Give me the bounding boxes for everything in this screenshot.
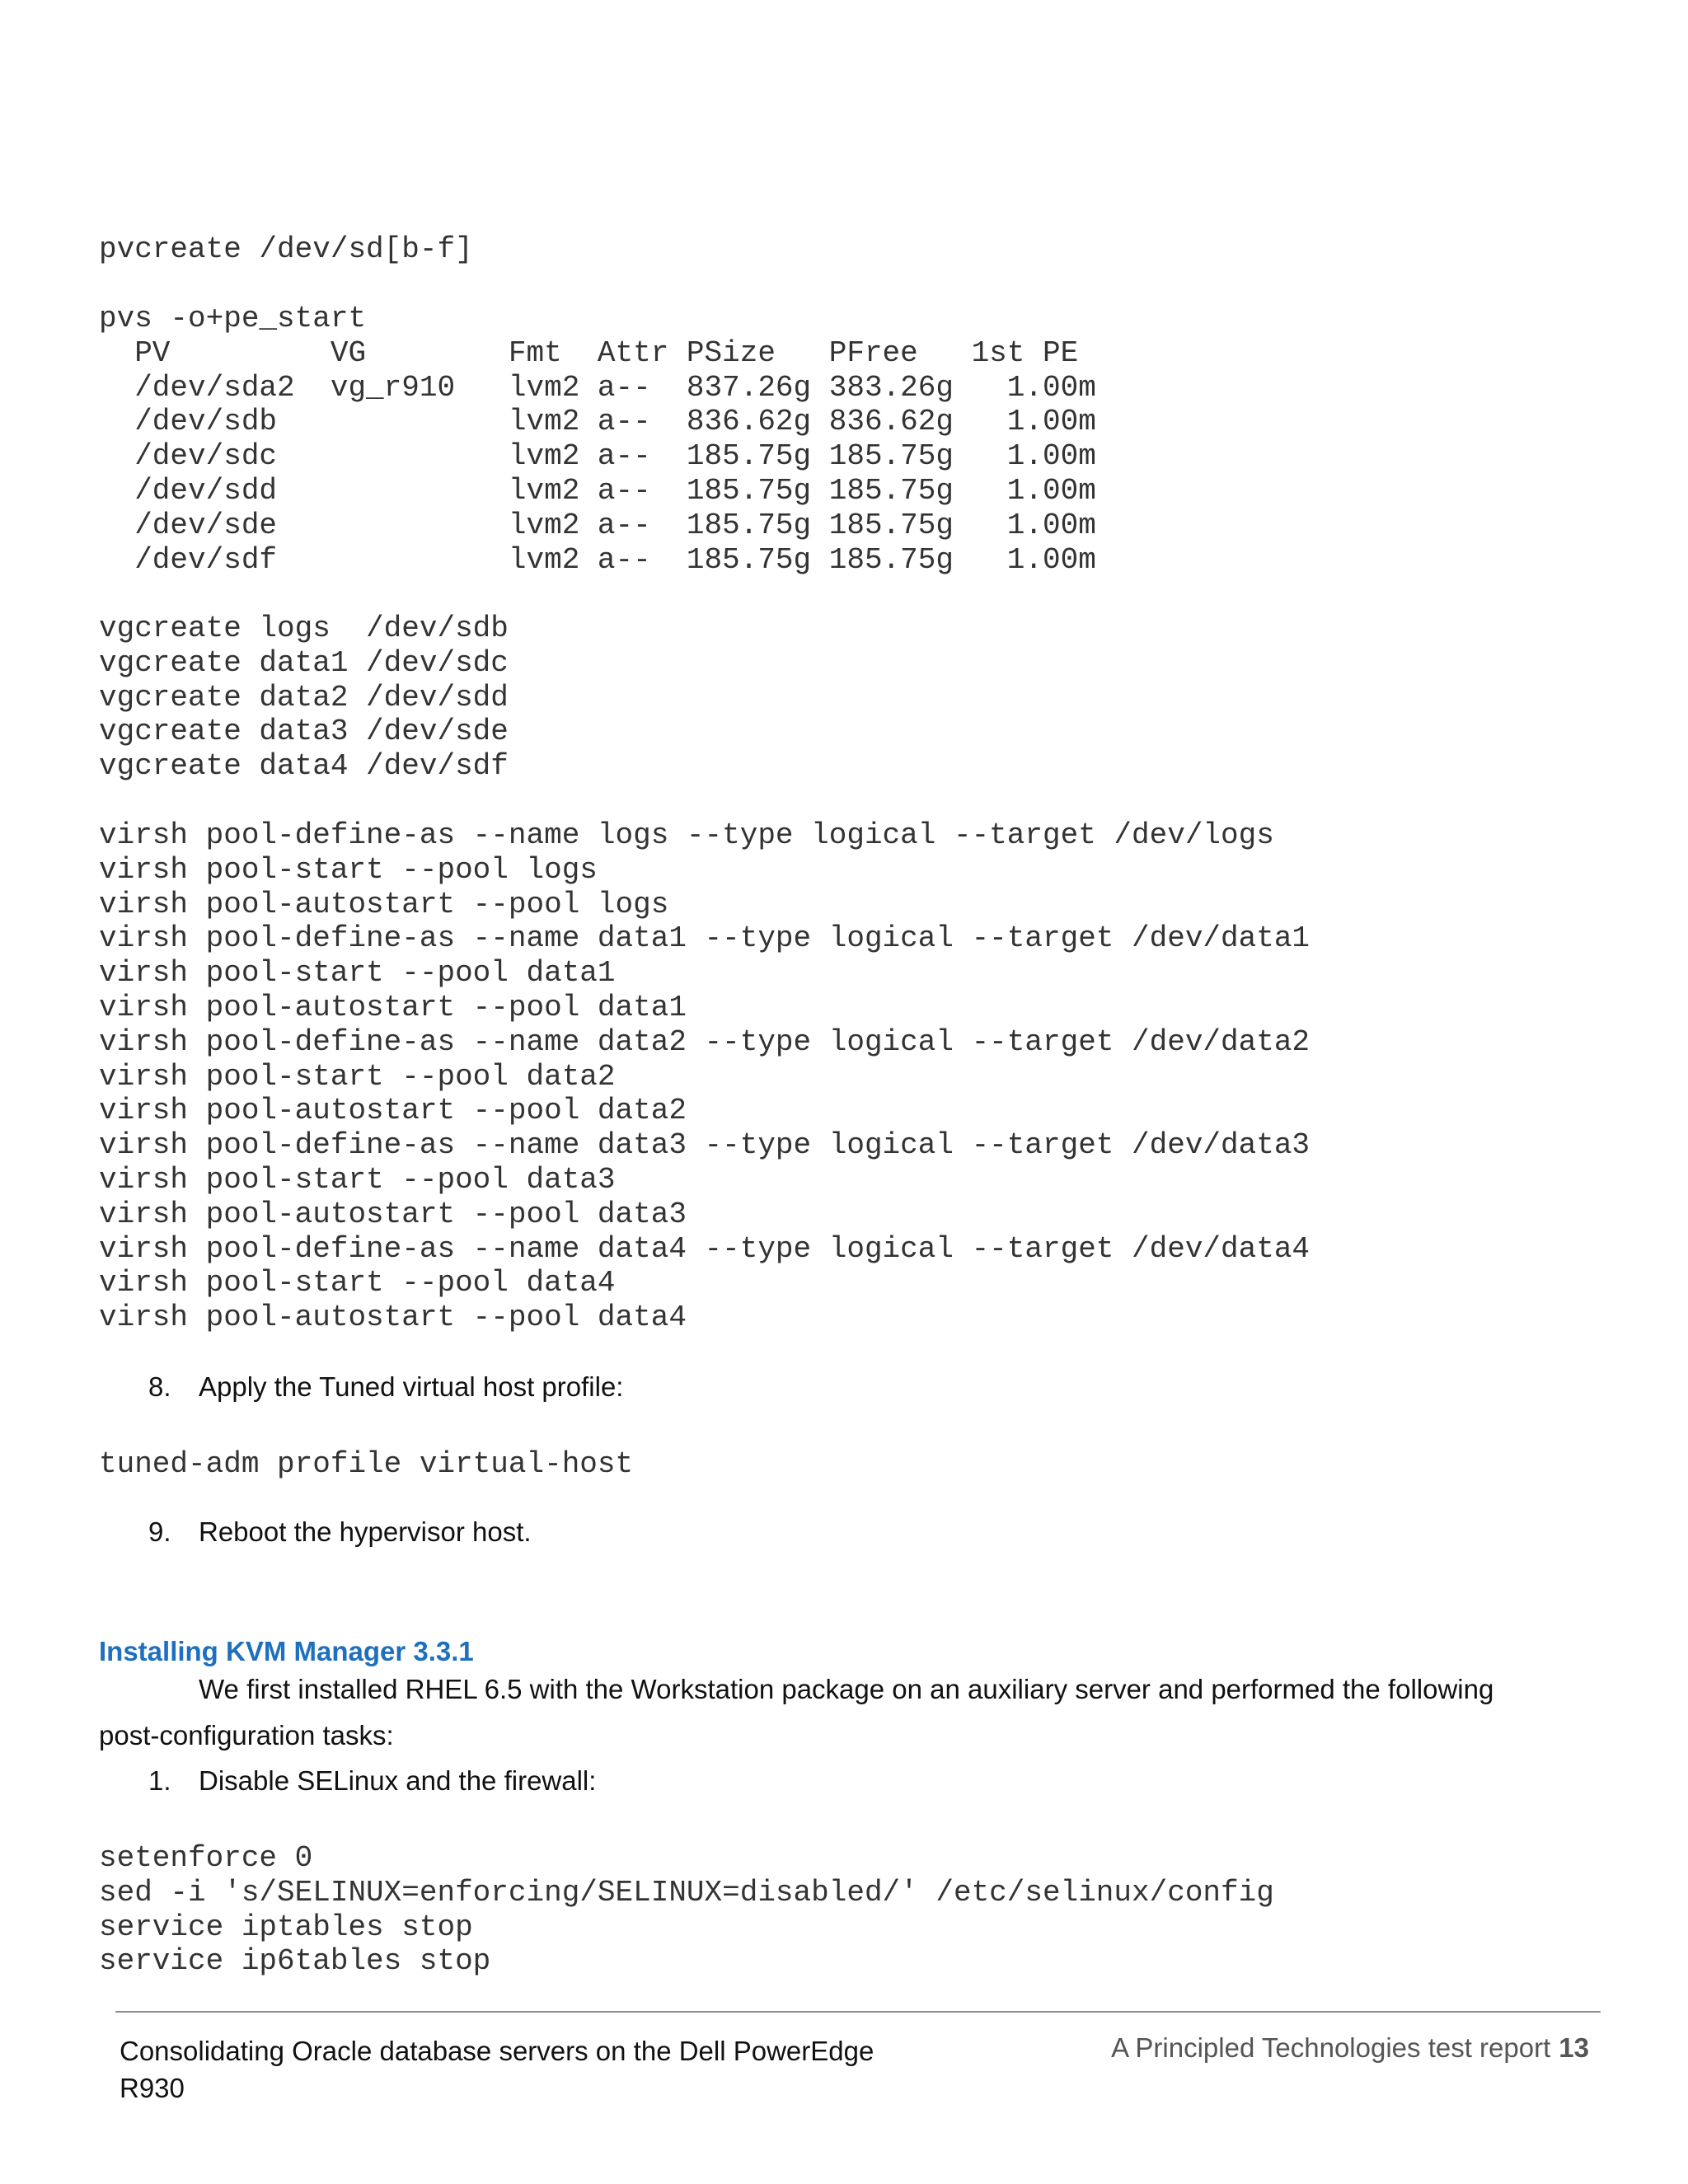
footer-report-label: A Principled Technologies test report xyxy=(1111,2032,1551,2063)
code-pvcreate: pvcreate /dev/sd[b-f] xyxy=(99,232,473,266)
section-heading: Installing KVM Manager 3.3.1 xyxy=(99,1636,474,1666)
footer-report xyxy=(1111,2032,1589,2064)
step-8-text: Apply the Tuned virtual host profile: xyxy=(199,1371,624,1402)
step-1-number: 1. xyxy=(148,1765,171,1796)
code-selinux-firewall: setenforce 0 sed -i 's/SELINUX=enforcing/SELINUX=disabled/' /etc/selinux/config service iptables stop service ip6tables stop xyxy=(99,1841,1274,1979)
page-number: 13 xyxy=(1559,2032,1589,2063)
step-9-text: Reboot the hypervisor host. xyxy=(199,1516,532,1547)
step-1-text: Disable SELinux and the firewall: xyxy=(199,1765,597,1796)
intro-line-1: We first installed RHEL 6.5 with the Workstation package on an auxiliary server and performed the following xyxy=(199,1674,1494,1704)
code-pvs-output: pvs -o+pe_start PV VG Fmt Attr PSize PFree 1st PE /dev/sda2 vg_r910 lvm2 a-- 837.26g 383.26g 1.00m /dev/sdb lvm2 a-- 836.62g 836.62g 1.00m /dev/sdc lvm2 a-- 185.75g 185.75g 1.00m /dev/sdd lvm2 a-- 185.75g 185.75g 1.00m /dev/sde lvm2 a-- 185.75g 185.75g 1.00m /dev/sdf lvm2 a-- 185.75g 185.75g 1.00m xyxy=(99,302,1096,577)
footer-title: Consolidating Oracle database servers on the Dell PowerEdge R930 xyxy=(120,2036,874,2103)
code-tuned: tuned-adm profile virtual-host xyxy=(99,1447,634,1481)
footer-divider xyxy=(115,2011,1601,2013)
code-virsh-pools: virsh pool-define-as --name logs --type logical --target /dev/logs virsh pool-start --pool logs virsh pool-autostart --pool logs virsh pool-define-as --name data1 --type logical --target /dev/data1 virsh pool-start --pool data1 virsh pool-autostart --pool data1 virsh pool-define-as --name data2 --type logical --target /dev/data2 virsh pool-start --pool data2 virsh pool-autostart --pool data2 virsh pool-define-as --name data3 --type logical --target /dev/data3 virsh pool-start --pool data3 virsh pool-autostart --pool data3 virsh pool-define-as --name data4 --type logical --target /dev/data4 virsh pool-start --pool data4 virsh pool-autostart --pool data4 xyxy=(99,818,1311,1335)
step-8-number: 8. xyxy=(148,1371,171,1402)
intro-line-2: post-configuration tasks: xyxy=(99,1720,394,1750)
code-vgcreate: vgcreate logs /dev/sdb vgcreate data1 /dev/sdc vgcreate data2 /dev/sdd vgcreate data3 /dev/sde vgcreate data4 /dev/sdf xyxy=(99,612,509,784)
step-9-number: 9. xyxy=(148,1516,171,1547)
